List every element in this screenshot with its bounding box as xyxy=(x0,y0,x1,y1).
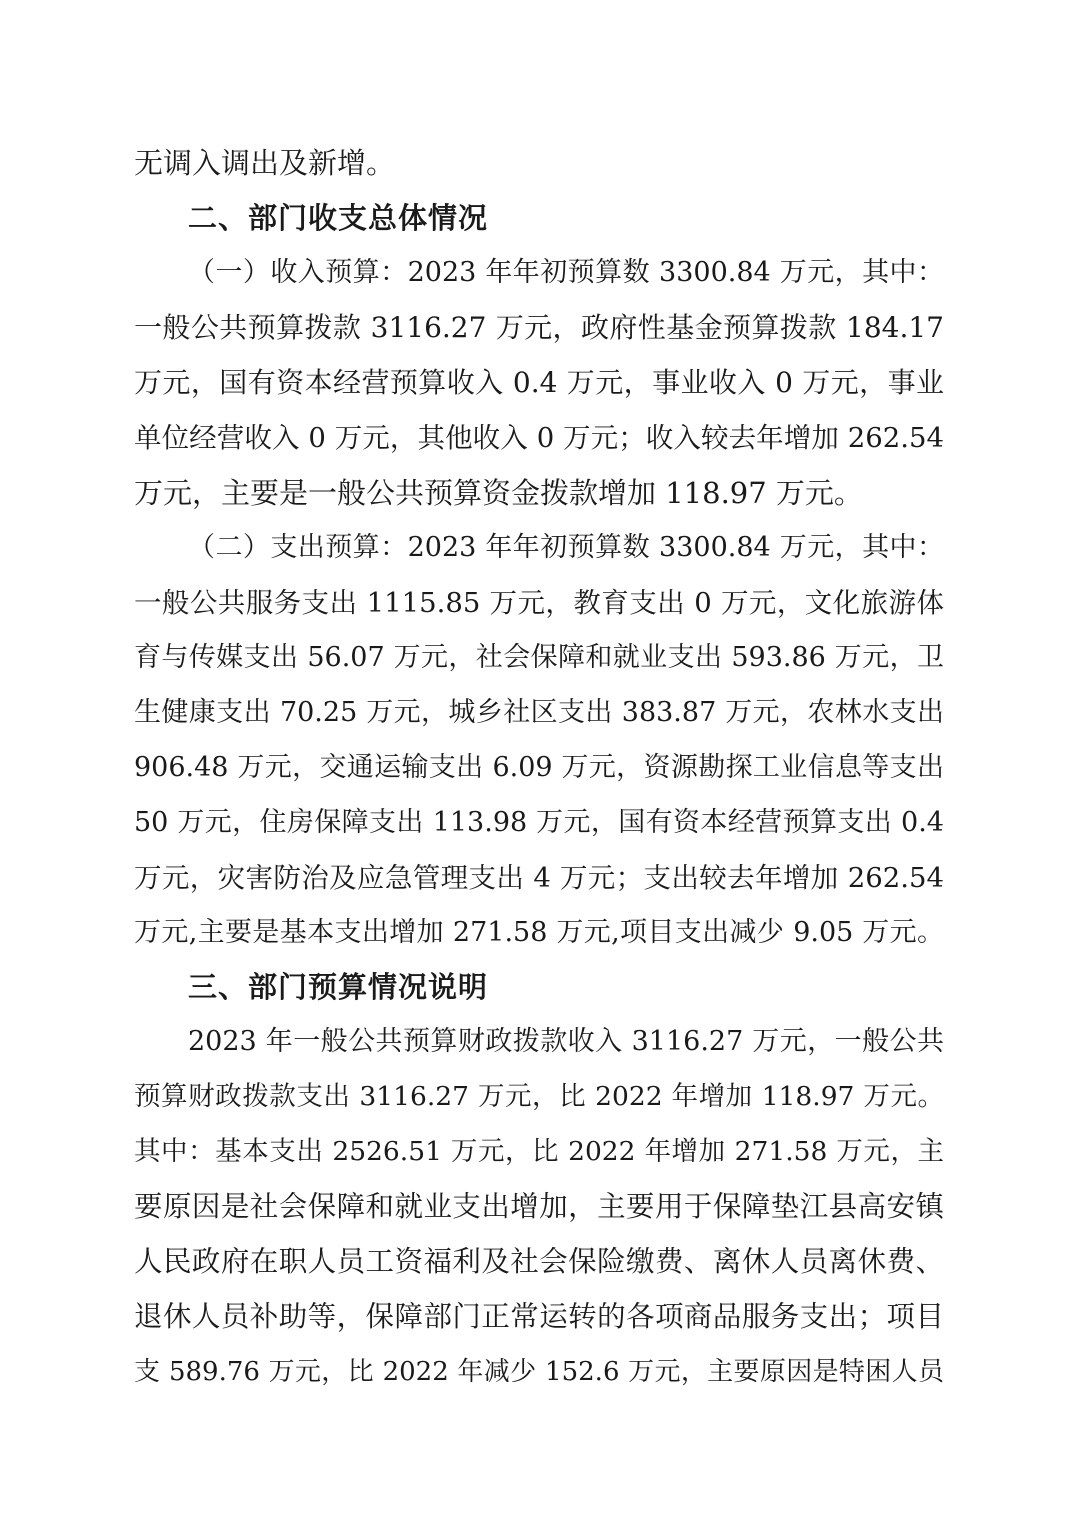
text-line: 退休人员补助等，保障部门正常运转的各项商品服务支出；项目 xyxy=(134,1300,944,1333)
text-line: 一般公共服务支出 1115.85 万元，教育支出 0 万元，文化旅游体 xyxy=(134,587,944,619)
text-line: 万元，灾害防治及应急管理支出 4 万元；支出较去年增加 262.54 xyxy=(134,862,944,894)
section-heading-2: 二、部门收支总体情况 xyxy=(188,201,489,235)
text-line: 万元，主要是一般公共预算资金拨款增加 118.97 万元。 xyxy=(134,476,863,510)
text-line: 2023 年一般公共预算财政拨款收入 3116.27 万元，一般公共 xyxy=(188,1026,944,1057)
text-line: 906.48 万元，交通运输支出 6.09 万元，资源勘探工业信息等支出 xyxy=(134,752,944,783)
text-line: 预算财政拨款支出 3116.27 万元，比 2022 年增加 118.97 万元。 xyxy=(134,1081,944,1112)
text-line: 单位经营收入 0 万元，其他收入 0 万元；收入较去年增加 262.54 xyxy=(134,422,944,454)
text-line: 生健康支出 70.25 万元，城乡社区支出 383.87 万元，农林水支出 xyxy=(134,697,944,728)
text-line: 其中：基本支出 2526.51 万元，比 2022 年增加 271.58 万元，主 xyxy=(134,1136,944,1167)
text-line: 要原因是社会保障和就业支出增加，主要用于保障垫江县高安镇 xyxy=(134,1190,944,1223)
text-line: 无调入调出及新增。 xyxy=(134,146,396,180)
text-line: 50 万元，住房保障支出 113.98 万元，国有资本经营预算支出 0.4 xyxy=(134,807,944,838)
text-line: 万元，国有资本经营预算收入 0.4 万元，事业收入 0 万元，事业 xyxy=(134,366,944,399)
text-line: （一）收入预算：2023 年年初预算数 3300.84 万元，其中： xyxy=(188,257,944,288)
text-line: （二）支出预算：2023 年年初预算数 3300.84 万元，其中： xyxy=(188,532,944,563)
text-line: 一般公共预算拨款 3116.27 万元，政府性基金预算拨款 184.17 xyxy=(134,311,944,344)
section-heading-3: 三、部门预算情况说明 xyxy=(188,970,489,1004)
text-line: 万元,主要是基本支出增加 271.58 万元,项目支出减少 9.05 万元。 xyxy=(134,917,944,948)
text-line: 育与传媒支出 56.07 万元，社会保障和就业支出 593.86 万元，卫 xyxy=(134,642,944,673)
text-line: 人民政府在职人员工资福利及社会保险缴费、离休人员离休费、 xyxy=(134,1245,944,1278)
text-line: 支 589.76 万元，比 2022 年减少 152.6 万元，主要原因是特困人员 xyxy=(134,1357,944,1387)
